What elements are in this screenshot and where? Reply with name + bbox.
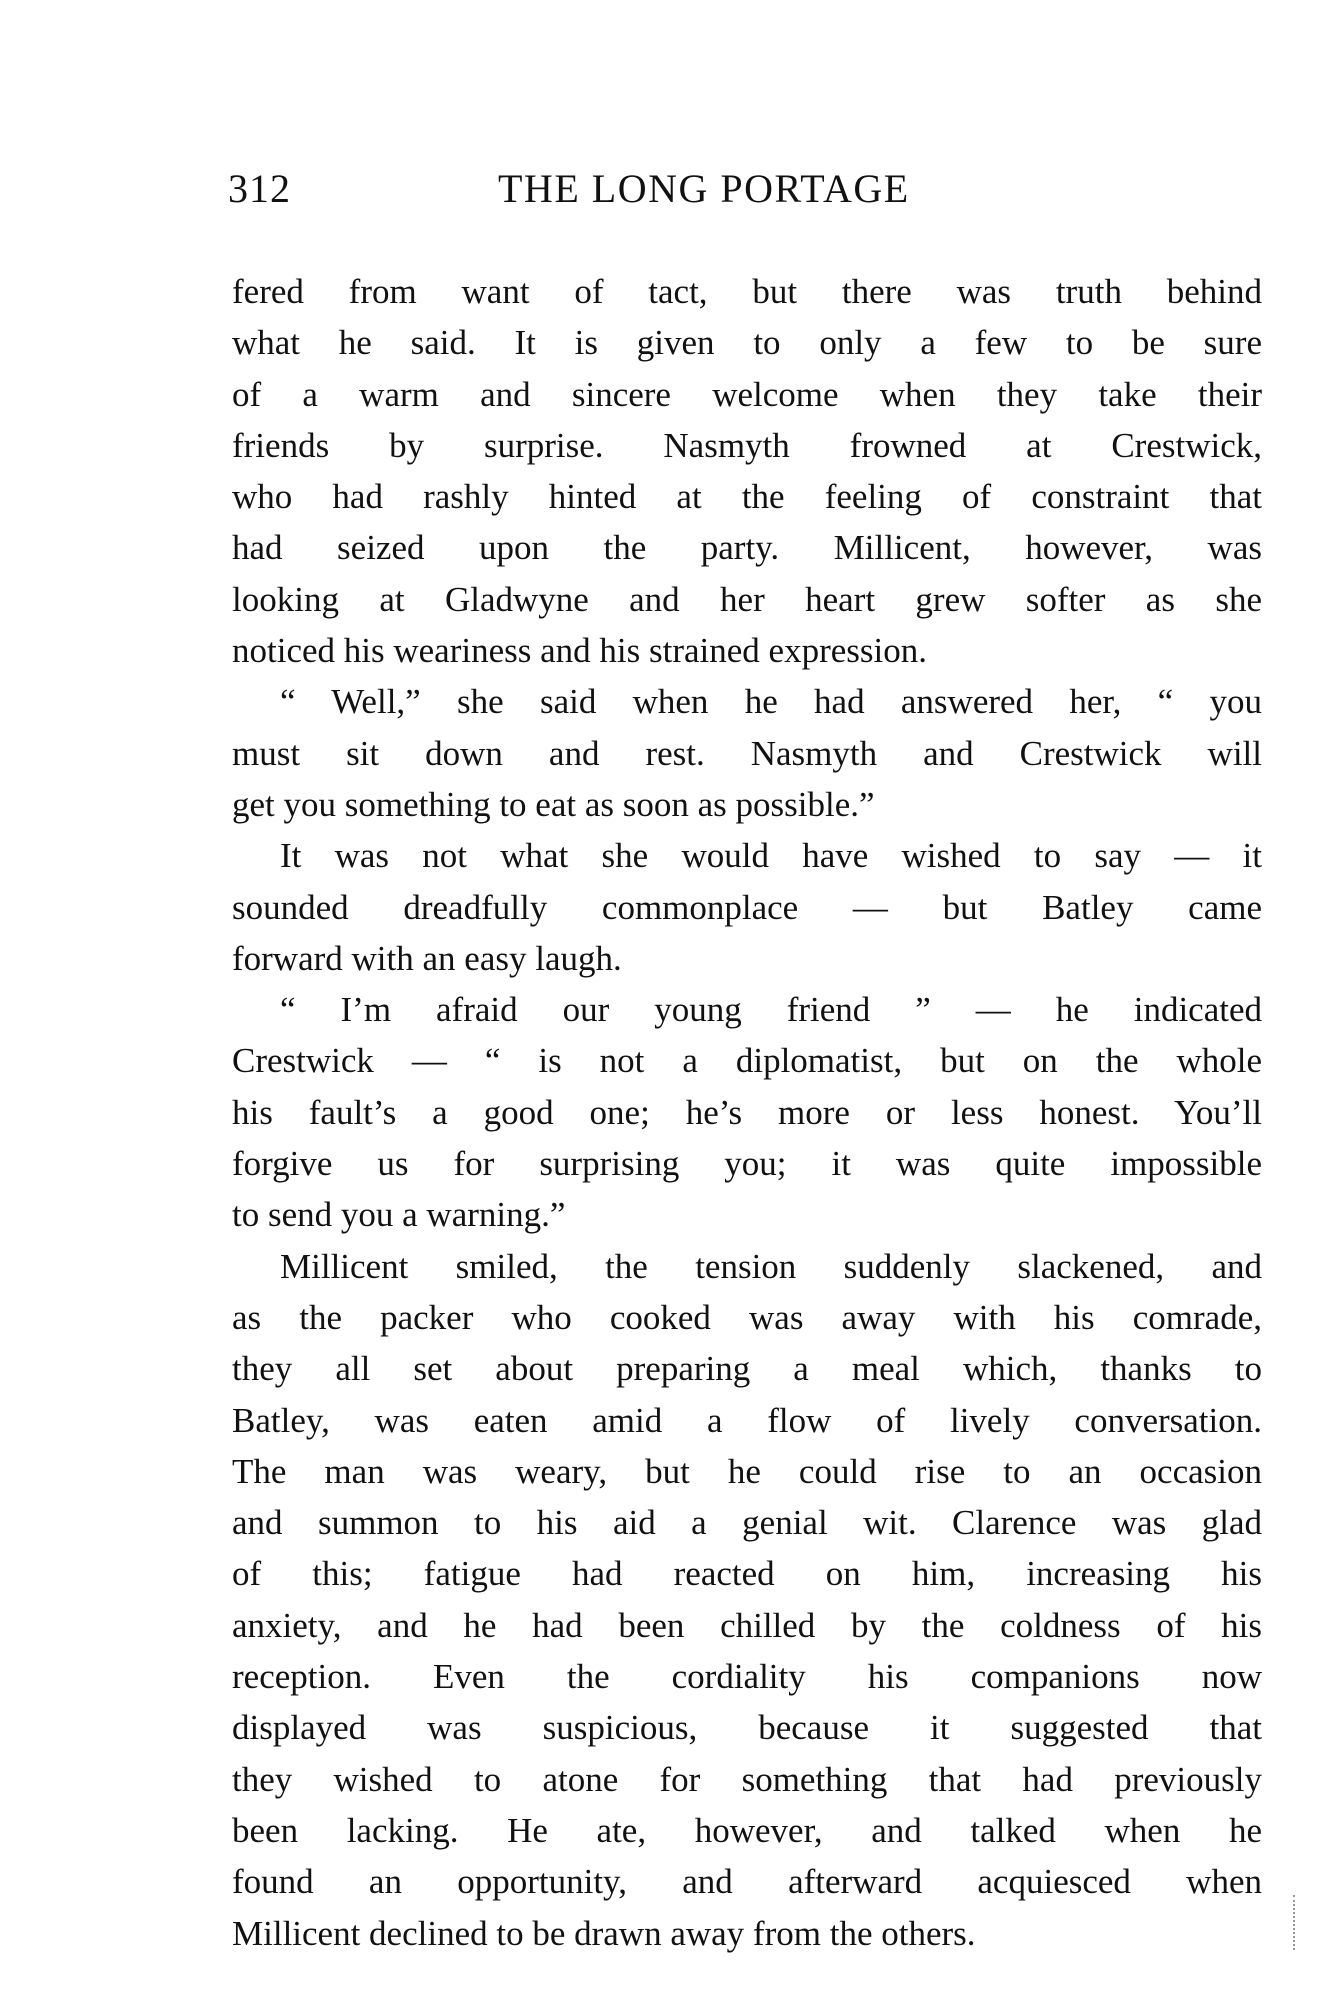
text-line: must sit down and rest. Nasmyth and Crestwick will (232, 733, 1262, 773)
text-line: friends by surprise. Nasmyth frowned at Crestwick, (232, 425, 1262, 465)
text-line: The man was weary, but he could rise to an occasion (232, 1451, 1262, 1491)
text-line: “ I’m afraid our young friend ” — he indicated (280, 990, 1262, 1030)
text-line: Millicent smiled, the tension suddenly slackened, and (280, 1246, 1262, 1286)
text-line: of a warm and sincere welcome when they take their (232, 374, 1262, 414)
text-line: his fault’s a good one; he’s more or less honest. You’ll (232, 1092, 1262, 1132)
text-line: Batley, was eaten amid a flow of lively conversation. (232, 1400, 1262, 1440)
text-line: It was not what she would have wished to say — it (280, 836, 1262, 876)
text-line: anxiety, and he had been chilled by the coldness of his (232, 1605, 1262, 1645)
text-line: looking at Gladwyne and her heart grew softer as she (232, 579, 1262, 619)
text-line: fered from want of tact, but there was truth behind (232, 272, 1262, 311)
text-line: forward with an easy laugh. (232, 938, 622, 978)
running-title: THE LONG PORTAGE (498, 166, 910, 211)
text-line: and summon to his aid a genial wit. Clarence was glad (232, 1503, 1262, 1543)
text-line: Crestwick — “ is not a diplomatist, but on the whole (232, 1041, 1262, 1081)
text-line: to send you a warning.” (232, 1195, 566, 1235)
text-line: they all set about preparing a meal which, thanks to (232, 1349, 1262, 1389)
text-line: displayed was suspicious, because it suggested that (232, 1708, 1262, 1748)
text-line: found an opportunity, and afterward acquiesced when (232, 1862, 1262, 1902)
text-line: reception. Even the cordiality his companions now (232, 1657, 1262, 1697)
scan-artifact (1293, 1895, 1299, 1950)
text-line: as the packer who cooked was away with his comrade, (232, 1297, 1262, 1337)
text-line: get you something to eat as soon as possible.” (232, 784, 875, 824)
running-head (228, 165, 1268, 225)
text-line: had seized upon the party. Millicent, however, was (232, 528, 1262, 568)
text-line: been lacking. He ate, however, and talked when he (232, 1810, 1262, 1850)
text-line: sounded dreadfully commonplace — but Batley came (232, 887, 1262, 927)
text-line: what he said. It is given to only a few to be sure (232, 323, 1262, 363)
text-line: Millicent declined to be drawn away from the others. (232, 1913, 976, 1953)
page-number: 312 (228, 166, 291, 211)
body-text (232, 266, 1262, 1959)
text-line: “ Well,” she said when he had answered her, “ you (280, 682, 1262, 722)
text-line: who had rashly hinted at the feeling of constraint that (232, 477, 1262, 517)
text-line: noticed his weariness and his strained expression. (232, 631, 927, 671)
text-line: forgive us for surprising you; it was quite impossible (232, 1144, 1262, 1184)
text-line: they wished to atone for something that had previously (232, 1759, 1262, 1799)
text-line: of this; fatigue had reacted on him, increasing his (232, 1554, 1262, 1594)
